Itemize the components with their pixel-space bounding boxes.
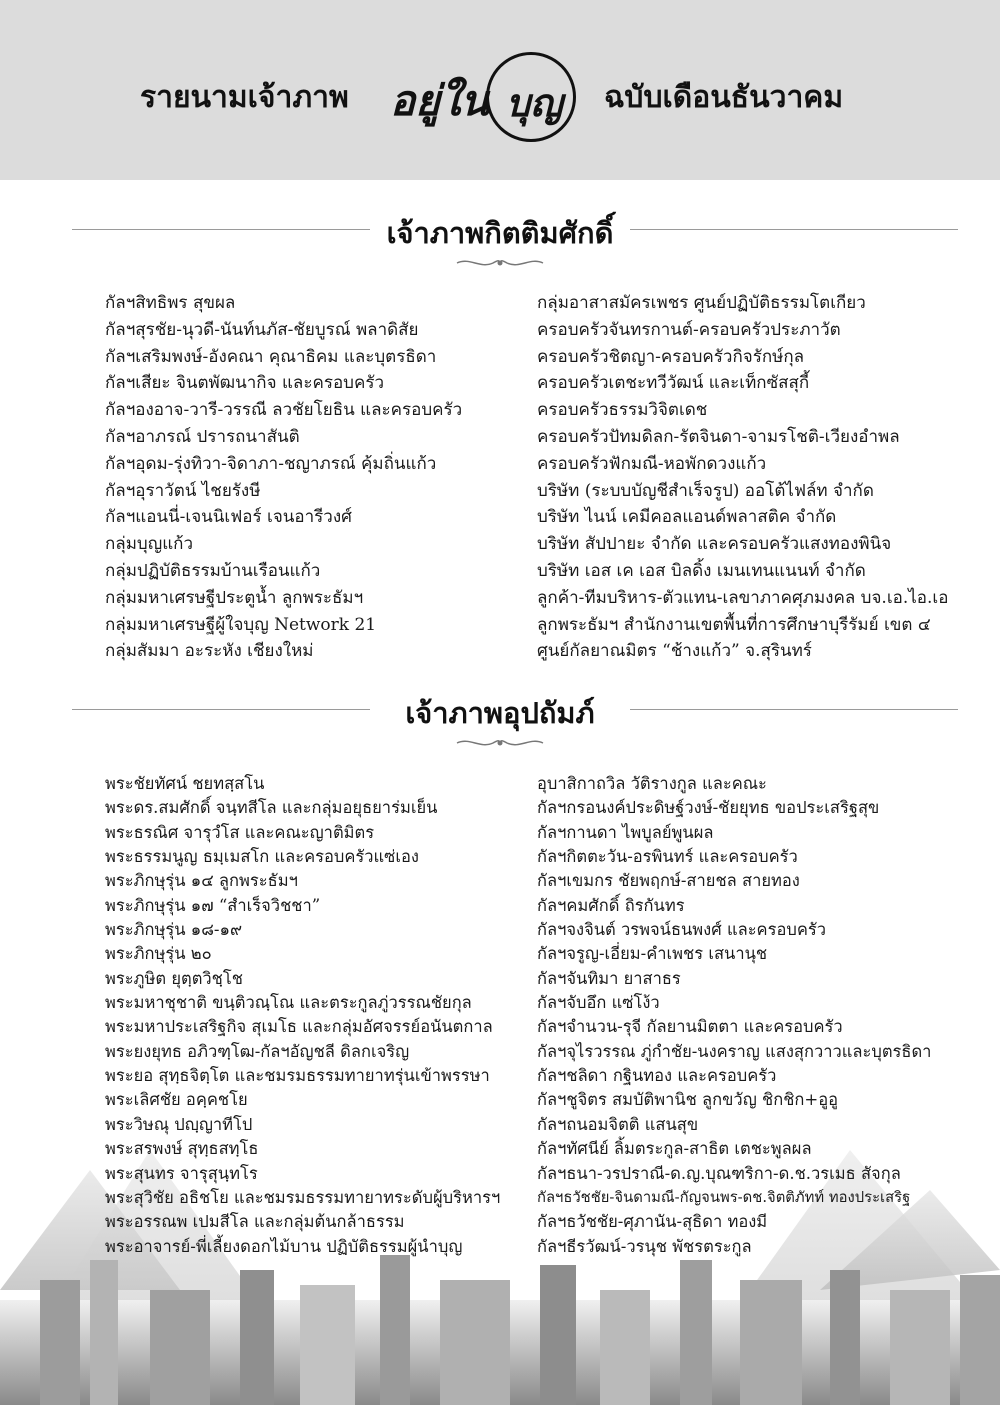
list-item: พระสุวิชัย อธิชโย และชมรมธรรมทายาทระดับผู้บริหารฯ [105,1187,501,1207]
list-item: พระดร.สมศักดิ์ จนฺทสีโล และกลุ่มอยุธยาร่มเย็น [105,798,438,818]
list-item: กัลฯอาภรณ์ ปรารถนาสันติ [105,426,300,447]
list-item: กัลฯจับอึก แซ่โง้ว [537,993,660,1013]
list-item: ครอบครัวฟักมณี-หอพักดวงแก้ว [537,453,767,474]
list-item: กัลฯจำนวน-รุจี กัลยานมิตตา และครอบครัว [537,1017,843,1037]
section2-title: เจ้าภาพอุปถัมภ์ [405,696,595,730]
list-item: กัลฯธนา-วรปราณี-ด.ญ.บุณฑริกา-ด.ช.วรเมธ สัจกุล [537,1163,901,1183]
list-item: กัลฯธีรวัฒน์-วรนุช พัชรตระกูล [537,1236,752,1256]
list-item: กัลฯเขมกร ชัยพฤกษ์-สายชล สายทอง [537,871,800,891]
list-item: พระสรพงษ์ สุทฺธสทฺโธ [105,1139,259,1159]
list-item: กัลฯเสริมพงษ์-อังคณา คุณาธิคม และบุตรธิดา [105,346,437,367]
list-item: ลูกพระธัมฯ สำนักงานเขตพื้นที่การศึกษาบุรีรัมย์ เขต ๔ [537,614,931,635]
list-item: พระยอ สุทฺธจิตฺโต และชมรมธรรมทายาทรุ่นเข้าพรรษา [105,1066,490,1086]
section1-right-column [537,290,948,665]
header-right-title: ฉบับเดือนธันวาคม [604,80,844,115]
list-item: ครอบครัวปัทมดิลก-รัตจินดา-จามรโชติ-เวียงอำพล [537,426,900,447]
list-item: กัลฯธวัชชัย-จินดามณี-กัญจนพร-ดช.จิตติภัทท์ ทองประเสริฐ [537,1188,911,1206]
list-item: กัลฯจงจินต์ วรพจน์ธนพงศ์ และครอบครัว [537,920,827,940]
list-item: ครอบครัวธรรมวิจิตเดช [537,400,708,421]
list-item: พระมหาชุชาติ ขนฺติวณฺโณ และตระกูลภู่วรรณชัยกุล [105,993,472,1013]
list-item: พระภิกษุรุ่น ๑๗ “สำเร็จวิชชา” [105,895,321,915]
list-item: กัลฯกานดา ไพบูลย์พูนผล [537,822,714,842]
list-item: กัลฯจุไรวรรณ ภู่กำชัย-นงคราญ แสงสุกวาวและบุตรธิดา [537,1041,932,1061]
list-item: กลุ่มบุญแก้ว [105,534,193,555]
list-item: อุบาสิกาถวิล วัติรางกูล และคณะ [537,774,767,793]
list-item: กัลฯชูจิตร สมบัติพานิช ลูกขวัญ ชิกชิก+อูอู [537,1090,839,1110]
list-item: พระภิกษุรุ่น ๒๐ [105,944,212,964]
list-item: พระอาจารย์-พี่เลี้ยงดอกไม้บาน ปฏิบัติธรรมผู้นำบุญ [105,1236,463,1256]
list-item: ครอบครัวชิตญา-ครอบครัวกิจรักษ์กุล [537,346,805,367]
list-item: พระธรรมนูญ ธมฺเมสโก และครอบครัวแซ่เอง [105,847,419,867]
list-item: กัลฯสิทธิพร สุขผล [105,293,236,313]
list-item: กัลฯธวัชชัย-ศุภานัน-สุธิดา ทองมี [537,1212,768,1232]
list-item: กัลฯกรอนงค์ประดิษฐ์วงษ์-ชัยยุทธ ขอประเสริฐสุข [537,798,880,818]
list-item: พระอรรณพ เปมสีโล และกลุ่มต้นกล้าธรรม [105,1212,405,1232]
section2-left-column [105,772,500,1259]
magazine-logo [382,40,592,150]
section1-left-column [105,290,462,665]
list-item: พระธรณิศ จารุวํโส และคณะญาติมิตร [105,822,375,842]
list-item: พระภิกษุรุ่น ๑๘-๑๙ [105,920,243,940]
list-item: บริษัท เอส เค เอส บิลดิ้ง เมนเทนแนนท์ จำกัด [537,560,866,581]
list-item: กัลฯจรูญ-เอี่ยม-คำเพชร เสนานุช [537,944,768,964]
list-item: พระภิกษุรุ่น ๑๔ ลูกพระธัมฯ [105,871,298,891]
list-item: กัลฯอุราวัตน์ ไชยรังษี [105,480,261,501]
list-item: กัลฯถนอมจิตติ แสนสุข [537,1114,699,1134]
list-item: กัลฯคมศักดิ์ ถิรกันทร [537,895,685,915]
list-item: พระสุนทร จารุสุนฺทโร [105,1163,258,1183]
list-item: กลุ่มอาสาสมัครเพชร ศูนย์ปฏิบัติธรรมโตเกียว [537,293,866,313]
list-item: กัลฯสุรชัย-นุวดี-นันท์นภัส-ชัยบูรณ์ พลาดิสัย [105,319,419,340]
list-item: กัลฯทัศนีย์ ลิ้มตระกูล-สาธิต เตชะพูลผล [537,1139,812,1159]
list-item: พระวิษณุ ปญฺญาทีโป [105,1114,253,1134]
header-left-title: รายนามเจ้าภาพ [140,80,349,115]
list-item: ศูนย์กัลยาณมิตร “ช้างแก้ว” จ.สุรินทร์ [537,641,812,662]
list-item: กัลฯชลิดา กฐินทอง และครอบครัว [537,1066,777,1086]
list-item: กลุ่มมหาเศรษฐีผู้ใจบุญ Network 21 [105,614,377,635]
header-band [0,0,1000,180]
logo-text-b: บุญ [506,80,563,125]
section2-right-column [537,772,931,1259]
list-item: กัลฯเสียะ จินตพัฒนากิจ และครอบครัว [105,373,385,394]
list-item: พระชัยทัศน์ ชยทสฺสโน [105,774,265,793]
list-item: พระมหาประเสริฐกิจ สุเมโธ และกลุ่มอัศจรรย์อนันตกาล [105,1017,493,1037]
list-item: กัลฯอุดม-รุ่งทิวา-จิดาภา-ชญาภรณ์ คุ้มถิ่นแก้ว [105,453,437,474]
list-item: กลุ่มมหาเศรษฐีประตูน้ำ ลูกพระธัมฯ [105,587,364,608]
list-item: พระภูษิต ยุตฺตวิชฺโช [105,968,243,988]
list-item: กลุ่มสัมมา อะระหัง เชียงใหม่ [105,641,314,662]
logo-text-a: อยู่ใน [390,76,490,125]
list-item: บริษัท สัปปายะ จำกัด และครอบครัวแสงทองพินิจ [537,534,892,555]
section1-title: เจ้าภาพกิตติมศักดิ์ [386,216,614,250]
list-item: บริษัท ไนน์ เคมีคอลแอนด์พลาสติค จำกัด [537,507,837,528]
ornament-divider-icon [455,255,545,271]
list-item: กัลฯองอาจ-วารี-วรรณี ลวชัยโยธิน และครอบครัว [105,400,463,421]
list-item: บริษัท (ระบบบัญชีสำเร็จรูป) ออโต้ไฟล์ท จำกัด [537,480,874,501]
list-item: กัลฯแอนนี่-เจนนิเฟอร์ เจนอารีวงศ์ [105,507,352,528]
list-item: ลูกค้า-ทีมบริหาร-ตัวแทน-เลขาภาคศุภมงคล บจ.เอ.ไอ.เอ [537,587,949,608]
list-item: ครอบครัวเตชะทวีวัฒน์ และเท็กซัสสุกี้ [537,373,810,394]
list-item: กลุ่มปฏิบัติธรรมบ้านเรือนแก้ว [105,560,321,581]
list-item: กัลฯจันทิมา ยาสาธร [537,968,681,988]
list-item: พระเลิศชัย อคฺคชโย [105,1090,248,1110]
list-item: ครอบครัวจันทรกานต์-ครอบครัวประภาวัต [537,319,841,340]
list-item: กัลฯกิตตะวัน-อรพินทร์ และครอบครัว [537,847,798,867]
ornament-divider-icon [455,735,545,751]
list-item: พระยงยุทธ อภิวฑฺโฒ-กัลฯอัญชลี ดิลกเจริญ [105,1041,410,1061]
